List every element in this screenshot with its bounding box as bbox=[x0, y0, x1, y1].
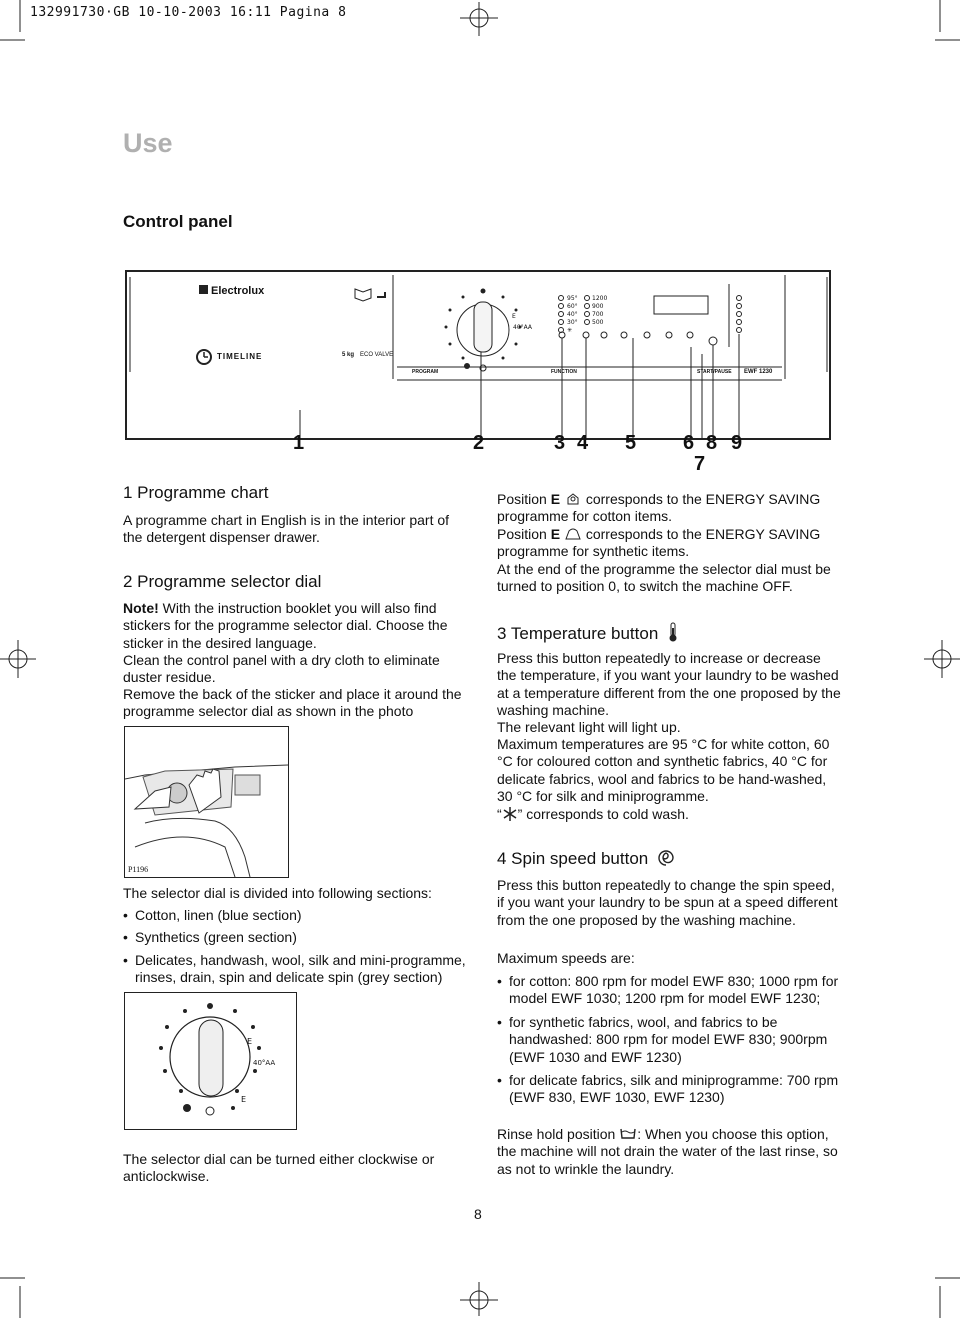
s3-text: Press this button repeatedly to increase or decrease the temperature, if you want your laundry to be washed at a temperature different from the one proposed by the washing machine. bbox=[497, 650, 841, 719]
dial-label-40aa: 40°AA bbox=[513, 324, 533, 331]
callout-9: 9 bbox=[731, 432, 743, 454]
turn-text: The selector dial can be turned either clockwise or anticlockwise. bbox=[123, 1151, 435, 1185]
speed-labels: 1200 900 700 500 bbox=[592, 295, 608, 326]
photo-drawing bbox=[125, 727, 288, 877]
end-text: At the end of the programme the selector dial must be turned to position 0, to switch the machine OFF. bbox=[497, 561, 831, 595]
callout-4: 4 bbox=[577, 432, 589, 454]
note-label: Note! bbox=[123, 600, 159, 616]
dial-label-e: E bbox=[247, 1037, 253, 1046]
control-panel-illustration bbox=[125, 270, 831, 440]
s3-light: The relevant light will light up. bbox=[497, 719, 681, 735]
list-item: • Synthetics (green section) bbox=[123, 929, 468, 946]
callout-8: 8 bbox=[706, 432, 718, 454]
s2-clean: Clean the control panel with a dry cloth to eliminate duster residue. bbox=[123, 652, 440, 686]
s3-cold: “ ” corresponds to cold wash. bbox=[497, 806, 689, 822]
print-header: 132991730·GB 10-10-2003 16:11 Pagina 8 bbox=[30, 5, 347, 20]
registration-mark-top bbox=[460, 2, 498, 36]
page-number: 8 bbox=[474, 1206, 482, 1222]
cold-wash-icon bbox=[502, 807, 518, 821]
s2-remove: Remove the back of the sticker and place it around the programme selector dial as shown in the photo bbox=[123, 686, 462, 720]
book-icon bbox=[355, 289, 371, 301]
list-item: • Delicates, handwash, wool, silk and mini-programme, rinses, drain, spin and delicate spin (grey section) bbox=[123, 952, 468, 987]
display-screen bbox=[654, 296, 708, 314]
registration-mark-bottom bbox=[460, 1282, 498, 1316]
rinse-hold-text: Rinse hold position : When you choose this option, the machine will not drain the water of the last rinse, so as not to wrinkle the laundry. bbox=[497, 1126, 838, 1177]
callout-7: 7 bbox=[694, 453, 706, 475]
callout-3: 3 bbox=[554, 432, 566, 454]
temperature-labels: 95° 60° 40° 30° ✳ bbox=[567, 295, 578, 334]
thermometer-icon bbox=[667, 622, 679, 642]
capacity-label: 5 kg bbox=[342, 352, 355, 358]
s1-title: 1 Programme chart bbox=[123, 483, 269, 502]
callout-2: 2 bbox=[473, 432, 485, 454]
callout-5: 5 bbox=[625, 432, 637, 454]
list-item: • for delicate fabrics, silk and miniprogramme: 700 rpm (EWF 830, EWF 1030, EWF 1230) bbox=[497, 1072, 842, 1107]
registration-mark-left bbox=[0, 640, 36, 678]
s4-title: 4 Spin speed button bbox=[497, 849, 842, 869]
s2-title: 2 Programme selector dial bbox=[123, 572, 322, 591]
program-label: PROGRAM bbox=[412, 369, 439, 375]
position-e-cotton: Position E corresponds to the ENERGY SAVING programme for cotton items. bbox=[497, 491, 821, 525]
arrow-icon bbox=[377, 292, 385, 297]
sticker-photo bbox=[124, 726, 289, 878]
section-title: Control panel bbox=[123, 212, 233, 231]
selector-dial-illustration bbox=[124, 992, 297, 1130]
s4-text: Press this button repeatedly to change the spin speed, if you want your laundry to be spun at a speed different from the one proposed by the washing machine. bbox=[497, 877, 838, 928]
option-leds bbox=[737, 296, 742, 333]
s3-max: Maximum temperatures are 95 °C for white cotton, 60 °C for coloured cotton and synthetic fabrics, 40 °C for delicate fabrics, wool and fabrics to be hand-washed, 30 °C for silk and miniprogramme. bbox=[497, 736, 830, 805]
speed-list bbox=[497, 973, 842, 1107]
electrolux-logo-icon bbox=[199, 285, 208, 294]
dial-label-e: E bbox=[512, 313, 516, 320]
callout-6: 6 bbox=[683, 432, 695, 454]
s1-text: A programme chart in English is in the interior part of the detergent dispenser drawer. bbox=[123, 512, 450, 546]
position-e-synthetic: Position E corresponds to the ENERGY SAVING programme for synthetic items. bbox=[497, 526, 821, 560]
start-pause-label: START/PAUSE bbox=[697, 369, 732, 375]
dial-label-e2: E bbox=[241, 1095, 247, 1104]
list-item: • for synthetic fabrics, wool, and fabrics to be handwashed: 800 rpm for model EWF 830; 900rpm (EWF 1030 and EWF 1230) bbox=[497, 1014, 842, 1066]
cotton-energy-icon bbox=[564, 492, 582, 505]
spin-icon bbox=[657, 849, 675, 867]
list-item: • for cotton: 800 rpm for model EWF 830; 1000 rpm for model EWF 1030; 1200 rpm for model EWF 1230; bbox=[497, 973, 842, 1008]
function-buttons bbox=[559, 332, 717, 345]
list-item: • Cotton, linen (blue section) bbox=[123, 907, 468, 924]
s3-title: 3 Temperature button bbox=[497, 622, 842, 644]
sections-list bbox=[123, 907, 468, 987]
program-selector-dial bbox=[445, 289, 522, 372]
model-label: EWF 1230 bbox=[744, 369, 773, 375]
s4-max: Maximum speeds are: bbox=[497, 950, 635, 966]
photo-label: P1196 bbox=[128, 865, 149, 874]
rinse-hold-icon bbox=[619, 1127, 637, 1140]
registration-mark-right bbox=[924, 640, 960, 678]
page-title: Use bbox=[123, 128, 173, 158]
sections-intro: The selector dial is divided into following sections: bbox=[123, 885, 432, 901]
synthetic-energy-icon bbox=[564, 527, 582, 540]
eco-valve-label: ECO VALVE bbox=[360, 352, 394, 358]
dial-label-40aa: 40°AA bbox=[253, 1059, 276, 1067]
timeline-label: TIMELINE bbox=[217, 352, 263, 361]
brand-logo: Electrolux bbox=[211, 285, 265, 297]
callout-1: 1 bbox=[293, 432, 305, 454]
function-label: FUNCTION bbox=[551, 369, 577, 375]
s2-note bbox=[123, 600, 468, 652]
note-text: With the instruction booklet you will also find stickers for the programme selector dial. Choose the sticker in the desired language. bbox=[123, 600, 448, 651]
